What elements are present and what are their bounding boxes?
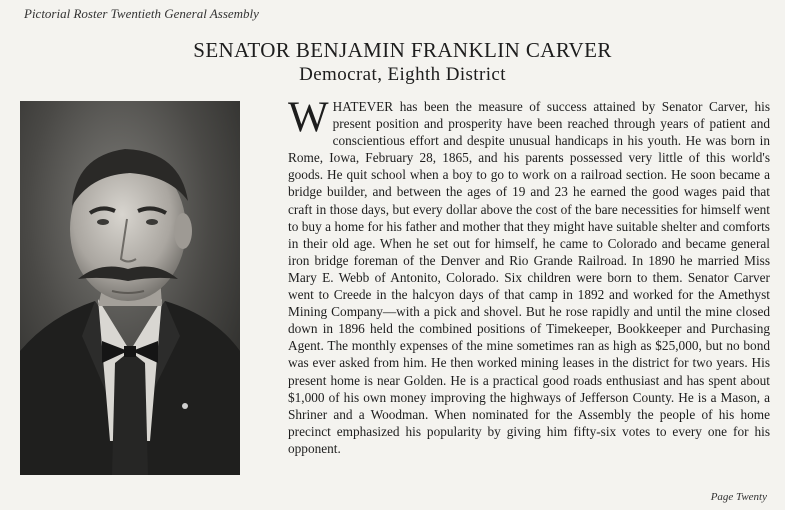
- page-subtitle: Democrat, Eighth District: [299, 64, 506, 85]
- portrait-illustration: [20, 101, 240, 475]
- portrait-photo: [20, 101, 240, 475]
- biography-text: [288, 94, 770, 457]
- biography-body: HATEVER has been the measure of success attained by Senator Carver, his present position and prosperity have been reached through years of patient and conscientious effort and despite unusual handicaps in his youth. He was born in Rome, Iowa, February 28, 1865, and his parents possessed very little of this world's goods. He quit school when a boy to go to work on a railroad section. He soon became a bridge builder, and between the ages of 19 and 23 he earned the good wages paid that craft in those days, but every dollar above the cost of the bare necessities for himself went to buy a home for his father and mother that they might have suitable shelter and comforts in their old age. When he set out for himself, he came to Colorado and became general iron bridge foreman of the Denver and Rio Grande Railroad. In 1890 he married Miss Mary E. Webb of Antonito, Colorado. Six children were born to them. Senator Carver went to Creede in the halcyon days of that camp in 1892 and worked for the Amethyst Mining Company—with a pick and shovel. But he rose rapidly and until the mine closed down in 1896 held the combined positions of Timekeeper, Bookkeeper and Purchasing Agent. The monthly expenses of the mine sometimes ran as high as $25,000, but no bond was ever asked from him. He then worked mining leases in the district for two years. His present home is near Golden. He is a practical good roads enthusiast and has spent about $1,000 of his own money improving the highways of Jefferson County. He is a Mason, a Shriner and a Woodman. When nominated for the Assembly the people of his home precinct emphasized his popularity by giving him fifty-six votes to every one for his opponent.: [288, 99, 770, 456]
- running-header: Pictorial Roster Twentieth General Assembly: [24, 6, 259, 21]
- page-number: Page Twenty: [710, 491, 767, 503]
- title-block: [0, 38, 785, 86]
- drop-cap: W: [288, 94, 329, 141]
- page-title: SENATOR BENJAMIN FRANKLIN CARVER: [193, 38, 612, 62]
